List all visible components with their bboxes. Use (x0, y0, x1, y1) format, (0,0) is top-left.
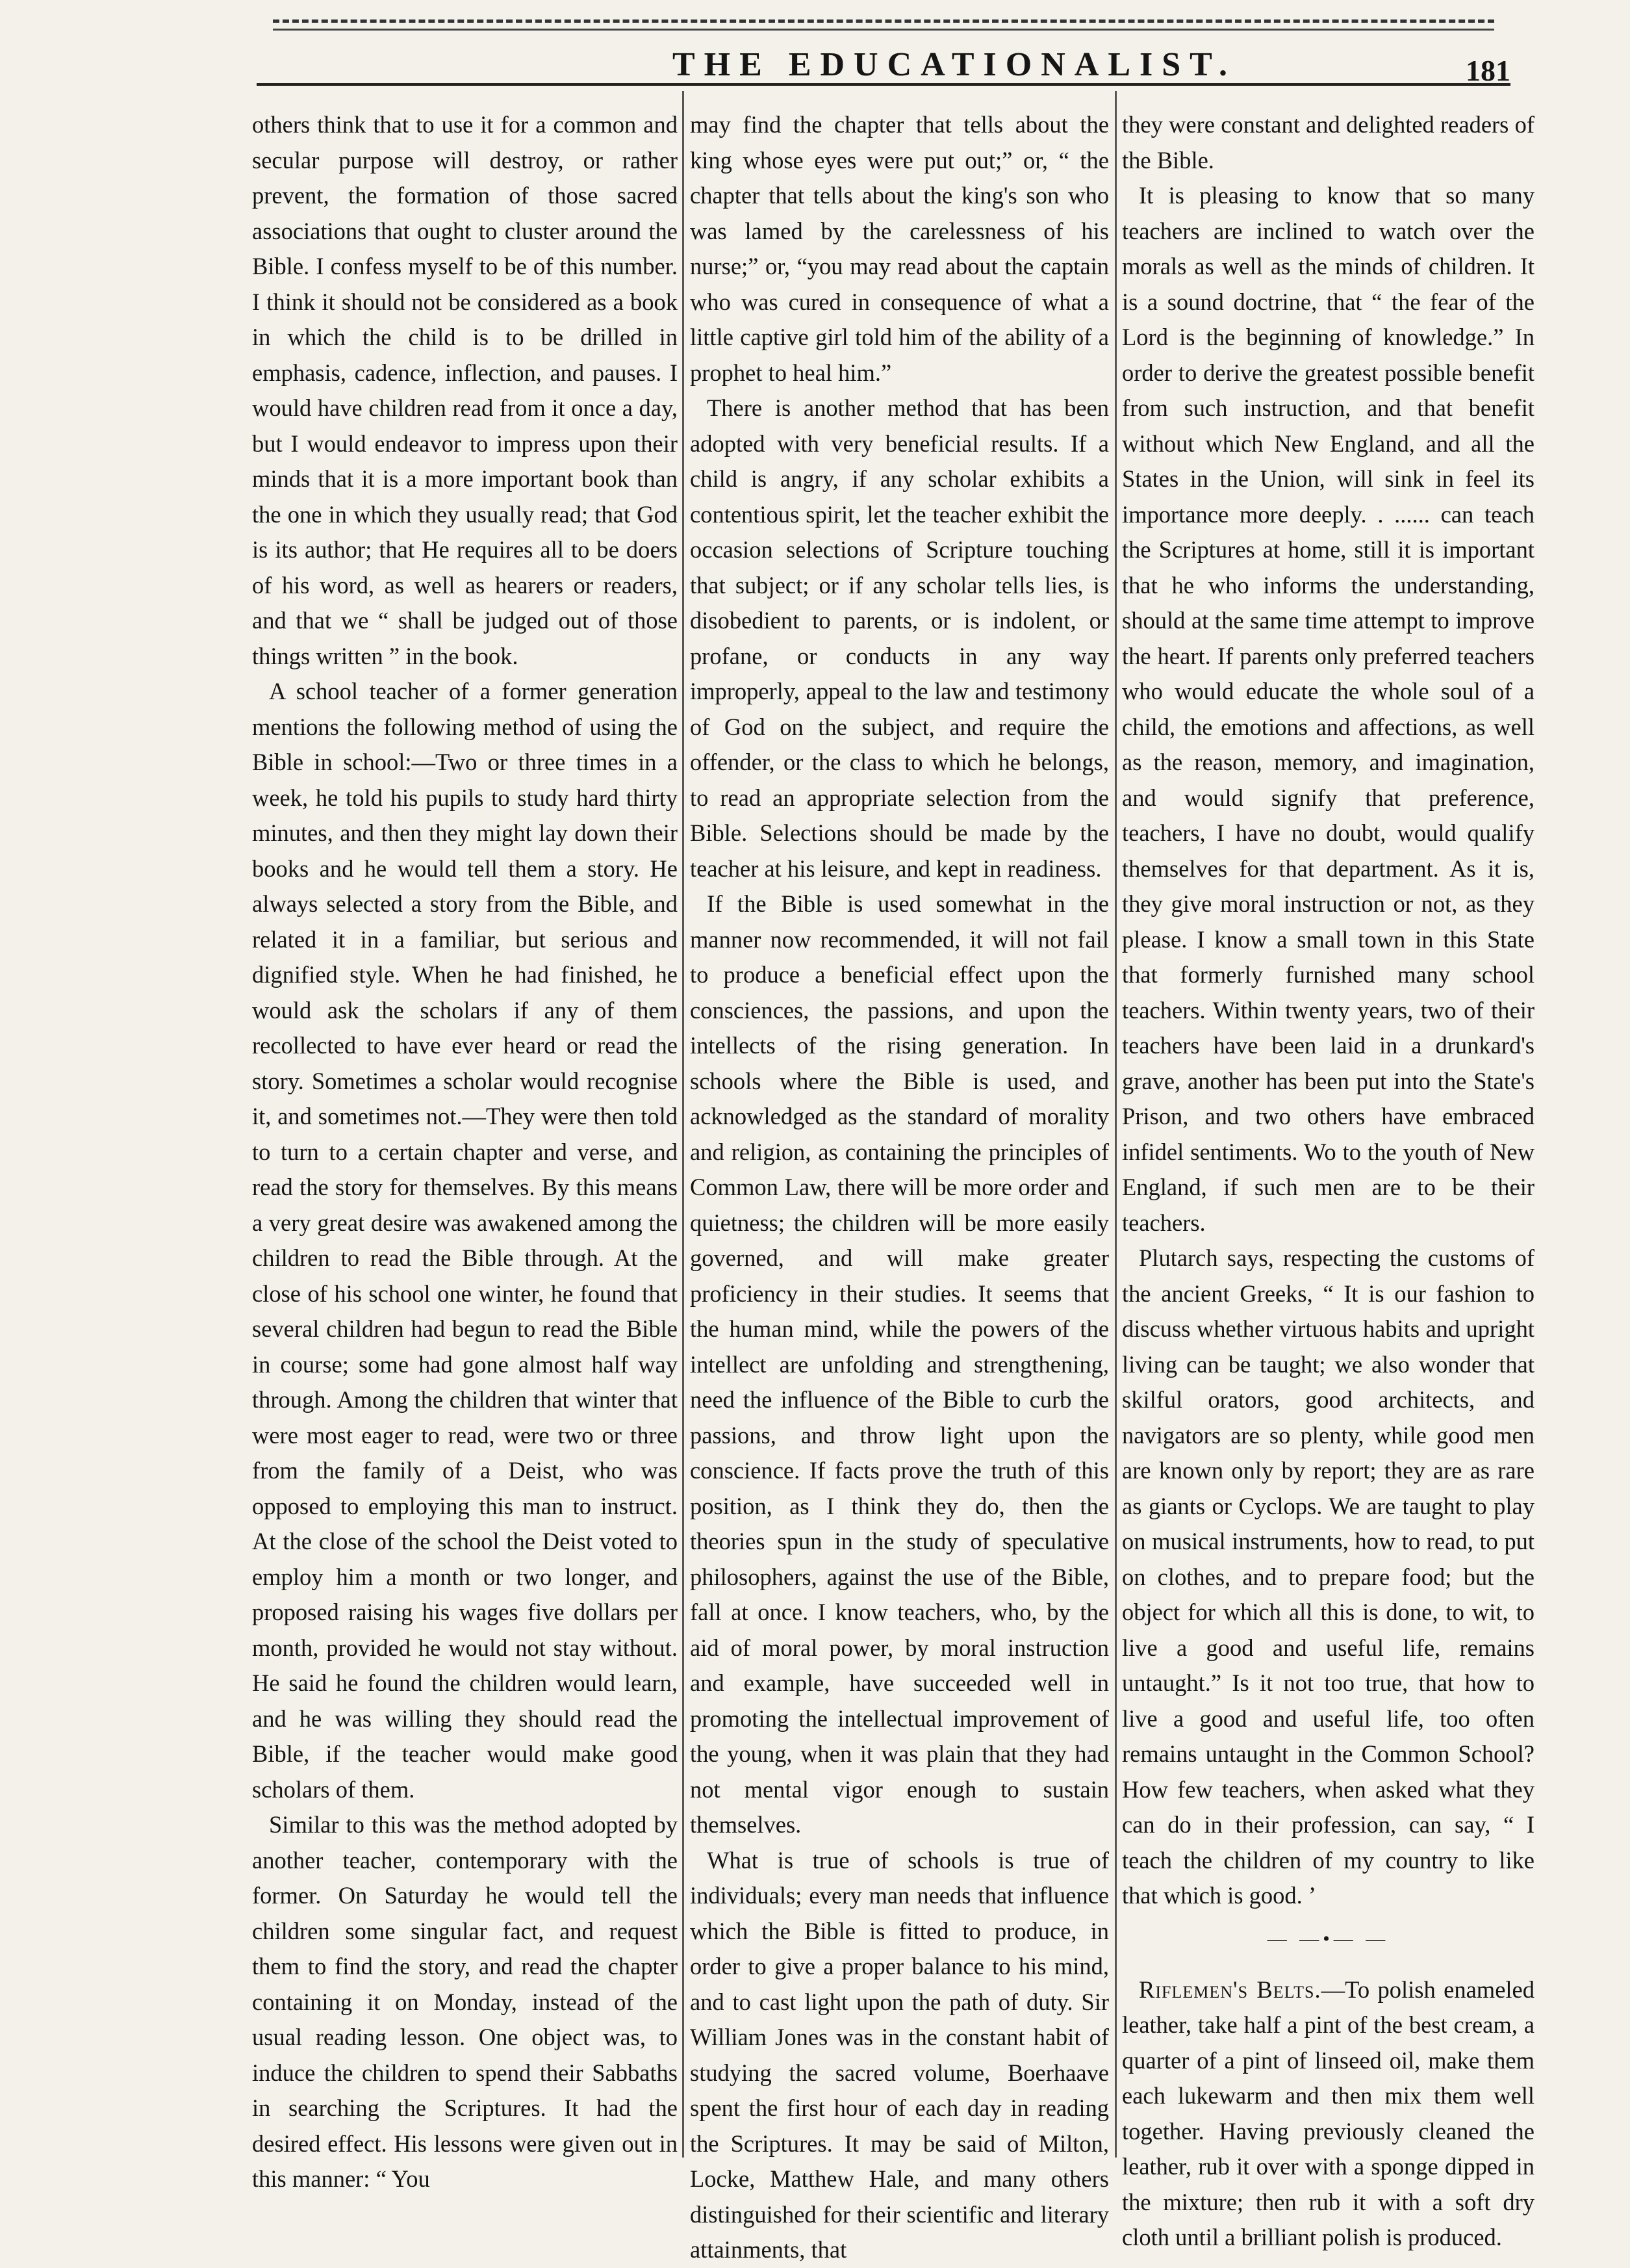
article-title: Riflemen's Belts. (1139, 1976, 1321, 2003)
paragraph: What is true of schools is true of individuals; every man needs that influence which the Bible is fitted to produce, in order to give a proper balance to his mind, and to cast light upon the path of duty. Sir William Jones was in the constant habit of studying the sacred volume, Boerhaave spent the first hour of each day in reading the Scriptures. It may be said of Milton, Locke, Matthew Hale, and many others distinguished for their scientific and literary attainments, that (690, 1846, 1109, 2263)
paragraph: There is another method that has been adopted with very beneficial results. If a child is angry, if any scholar exhibits a contentious spirit, let the teacher exhibit the occasion selections of Scripture touching that subject; or if any scholar tells lies, is disobedient to parents, or is indolent, or profane, or conducts in any way improperly, appeal to the law and testimony of God on the subject, and require the offender, or the class to which he belongs, to read an appropriate selection from the Bible. Selections should be made by the teacher at his leisure, and kept in readiness. (690, 394, 1109, 882)
paragraph: may find the chapter that tells about the king whose eyes were put out;” or, “ the chapter that tells about the king's son who was lamed by the carelessness of his nurse;” or, “you may read about the captain who was cured in consequence of what a little captive girl told him of the ability of a prophet to heal him.” (690, 111, 1109, 386)
top-rule (273, 29, 1494, 31)
header-rule (257, 83, 1510, 86)
column-divider (682, 91, 684, 2158)
column-2 (690, 107, 1109, 2263)
paragraph: others think that to use it for a common and secular purpose will destroy, or rather prevent, the formation of those sacred associations that ought to cluster around the Bible. I confess myself to be of this number. I think it should not be considered as a book in which the child is to be drilled in emphasis, cadence, inflection, and pauses. I would have children read from it once a day, but I would endeavor to impress upon their minds that it is a more important book than the one in which they usually read; that God is its author; that He requires all to be doers of his word, as well as hearers or readers, and that we “ shall be judged out of those things written ” in the book. (252, 111, 678, 669)
column-1 (252, 107, 678, 2192)
paragraph: A school teacher of a former generation mentions the following method of using the Bible in school:—Two or three times in a week, he told his pupils to study hard thirty minutes, and then they might lay down their books and he would tell them a story. He always selected a story from the Bible, and related it in a familiar, but serious and dignified style. When he had finished, he would ask the scholars if any of them recollected to have ever heard or read the story. Sometimes a scholar would recognise it, and sometimes not.—They were then told to turn to a certain chapter and verse, and read the story for themselves. By this means a very great desire was awakened among the children to read the Bible through. At the close of his school one winter, he found that several children had begun to read the Bible in course; some had gone almost half way through. Among the children that winter that were most eager to read, were two or three from the family of a Deist, who was opposed to employing this man to instruct. At the close of the school the Deist voted to employ him a month or two longer, and proposed raising his wages five dollars per month, provided he would not stay without. He said he found the children would learn, and he was willing they should read the Bible, if the teacher would make good scholars of them. (252, 678, 678, 1803)
paragraph: If the Bible is used somewhat in the manner now recommended, it will not fail to produce a beneficial effect upon the consciences, the passions, and upon the intellects of the rising generation. In schools where the Bible is used, and acknowledged as the standard of morality and religion, as containing the principles of Common Law, there will be more order and quietness; the children will be more easily governed, and will make greater proficiency in their studies. It seems that the human mind, while the powers of the intellect are unfolding and strengthening, need the influence of the Bible to curb the passions, and throw light upon the conscience. If facts prove the truth of this position, as I think they do, then the theories spun in the study of speculative philosophers, against the use of the Bible, fall at once. I know teachers, who, by the aid of moral power, by moral instruction and example, have succeeded well in promoting the intellectual improvement of the young, when it was plain that they had not mental vigor enough to sustain themselves. (690, 890, 1109, 1838)
article-text: —To polish enameled leather, take half a pint of the best cream, a quarter of a pint of linseed oil, make them each lukewarm and then mix them well together. Having previously cleaned the leather, rub it over with a sponge dipped in the mixture; then rub it with a soft dry cloth until a brilliant polish is produced. (1122, 1976, 1534, 2250)
top-ornamental-rule (273, 19, 1494, 23)
paragraph: Plutarch says, respecting the customs of the ancient Greeks, “ It is our fashion to discuss whether virtuous habits and upright living can be taught; we also wonder that skilful orators, good architects, and navigators are so plenty, while good men are known only by report; they are as rare as giants or Cyclops. We are taught to play on musical instruments, how to read, to put on clothes, and to prepare food; but the object for which all this is done, to wit, to live a good and useful life, remains untaught.” Is it not too true, that how to live a good and useful life, too often remains untaught in the Common School? How few teachers, when asked what they can do in their profession, can say, “ I teach the children of my country to like that which is good. ’ (1122, 1244, 1534, 1909)
section-separator: — —•— — (1267, 1927, 1390, 1950)
page-number: 181 (1466, 54, 1510, 87)
paragraph: It is pleasing to know that so many teachers are inclined to watch over the morals as well as the minds of children. It is a sound doctrine, that “ the fear of the Lord is the beginning of knowledge.” In order to derive the greatest possible benefit from such instruction, and that benefit without which New England, and all the States in the Union, will sink in feel its importance more deeply. . ...... can teach the Scriptures at home, still it is important that he who informs the understanding, should at the same time attempt to improve the heart. If parents only preferred teachers who would educate the whole soul of a child, the emotions and affections, as well as the reason, memory, and imagination, and would signify that preference, teachers, I have no doubt, would qualify themselves for that department. As it is, they give moral instruction or not, as they please. I know a small town in this State that formerly furnished many school teachers. Within twenty years, two of their teachers have been laid in a drunkard's grave, another has been put into the State's Prison, and two others have embraced infidel sentiments. Wo to the youth of New England, if such men are to be their teachers. (1122, 182, 1534, 1236)
paragraph: they were constant and delighted readers of the Bible. (1122, 111, 1534, 174)
riflemen-belts-article (1122, 1972, 1534, 2256)
paragraph: Similar to this was the method adopted by another teacher, contemporary with the former. On Saturday he would tell the children some singular fact, and request them to find the story, and read the chapter containing it on Monday, instead of the usual reading lesson. One object was, to induce the children to spend their Sabbaths in searching the Scriptures. It had the desired effect. His lessons were given out in this manner: “ You (252, 1811, 678, 2192)
page-header (257, 45, 1510, 97)
column-divider (1115, 91, 1117, 2158)
masthead-title: THE EDUCATIONALIST. (672, 46, 1236, 83)
column-3 (1122, 107, 1534, 2250)
